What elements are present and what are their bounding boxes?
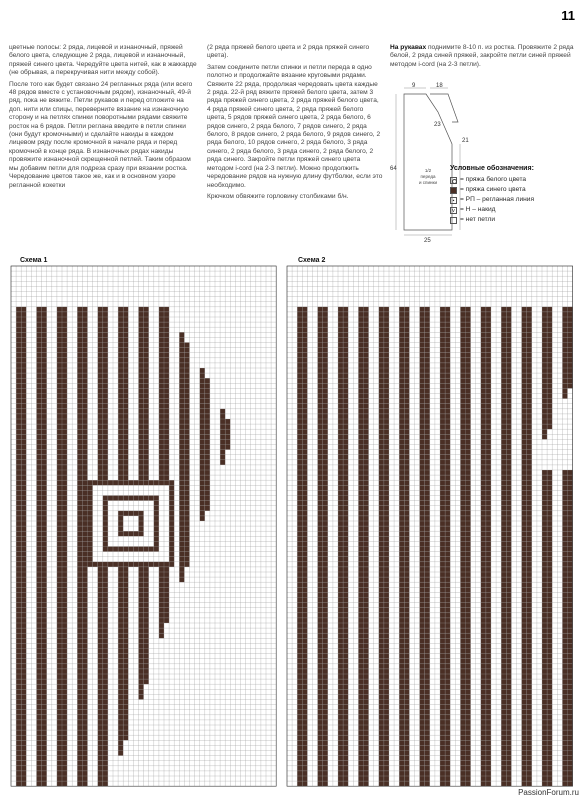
legend-item (450, 185, 580, 195)
legend-item (450, 205, 580, 215)
dim-label: 64 (390, 166, 397, 172)
dim-label: 21 (462, 138, 469, 144)
legend-text: = пряжа синего цвета (460, 186, 526, 193)
no-stitch-icon (450, 217, 457, 224)
paragraph: Крючком обвяжите горловину столбиками б/н. (207, 192, 349, 200)
legend-item (450, 195, 580, 205)
schematic-label: и спинки (419, 180, 437, 185)
text-column-3 (390, 44, 575, 72)
scheme-1-chart (11, 266, 283, 788)
paragraph: (2 ряда пряжей белого цвета и 2 ряда пряжей синего цвета). (207, 44, 370, 60)
legend-item (450, 175, 580, 185)
yarn-over-icon: v (450, 207, 457, 214)
legend-item (450, 215, 580, 225)
legend-text: = Н – накид (460, 206, 496, 213)
sleeves-text: поднимите 8-10 п. из ростка. Провяжите 2 ряда белой, 2 ряда синей пряжей, закройте петли синей пряжей методом i-cord (на 2-3 петли). (390, 44, 574, 68)
paragraph (390, 44, 575, 69)
paragraph: После того как будет связано 24 регланных ряда (или всего 48 рядов вместе с установочным рядом), изнаночный, 49-й ряд, пока не вяжите. Петли рукавов и перед отложите на доп. нити или спицы, переверните вязание на изнаночную сторону и на петлях спинки поворотными рядами свяжите росток на 6 рядов. Петли реглана введите в петли спинки (они будут кромочными) и сделайте накиды в каждом лицевом ряду после кромочной в начале ряда и перед кромочной в конце ряда. В изнаночных рядах накиды провяжите изнаночной скрещенной петлей. Таким образом мы добавим петли для подреза сразу при вязании ростка. Чередование цветов такое же, как и в основном узоре регланной кокетки (9, 80, 193, 189)
schematic-label: переда (420, 174, 436, 179)
watermark: PassionForum.ru (518, 788, 579, 797)
text-column-2 (207, 44, 383, 204)
page-number: 11 (561, 8, 575, 23)
dim-label: 23 (434, 122, 441, 128)
scheme-2-title: Схема 2 (298, 257, 326, 264)
light-yarn-icon (450, 177, 457, 184)
legend-text: = РП – регланная линия (460, 196, 535, 203)
dim-label: 18 (436, 83, 443, 89)
legend-text: = пряжа белого цвета (460, 176, 527, 183)
schematic-label: 1/2 (424, 168, 432, 173)
legend (450, 164, 580, 225)
dim-label: 25 (424, 238, 431, 244)
dark-yarn-icon (450, 187, 457, 194)
dim-label: 9 (412, 83, 416, 89)
scheme-1-title: Схема 1 (20, 257, 48, 264)
scheme-2-chart (287, 266, 579, 788)
paragraph: цветные полосы: 2 ряда, лицевой и изнаночный, пряжей белого цвета, следующие 2 ряда, лицевой и изнаночный, пряжей синего цвета. Чередуйте цвета нитей, как в жаккарде (не обрывая, а перекручивая нити между собой). (9, 44, 197, 77)
legend-title: Условные обозначения: (450, 165, 534, 172)
legend-text: = нет петли (460, 216, 496, 223)
text-column-1 (9, 44, 197, 193)
sleeves-heading: На рукавах (390, 44, 427, 51)
paragraph: Затем соедините петли спинки и петли переда в одно полотно и продолжайте вязание круговыми рядами. Свяжите 22 ряда, продолжая чередовать цвета каждые 2 ряда. 22-й ряд вяжите пряжей белого цвета, затем 3 ряда пряжей синего цвета, 2 ряда пряжей белого цвета, 4 ряда пряжей синего цвета, 2 ряда пряжей белого цвета, 5 рядов пряжей синего цвета, 2 ряда белого, 6 рядов синего, 2 ряда белого, 7 рядов синего, 2 ряда белого, 8 рядов синего, 2 ряда белого, 9 рядов синего, 2 ряда белого, 10 рядов синего, 2 ряда белого, 3 ряда синего, 2 ряда белого, 3 ряда синего, 2 ряда белого, 2 ряда синего. Закройте петли пряжей синего цвета методом i-cord (на 2-3 петли). Можно продолжить чередование рядов на нужную длину футболки, если это необходимо. (207, 63, 383, 189)
raglan-line-icon: ▪ (450, 197, 457, 204)
